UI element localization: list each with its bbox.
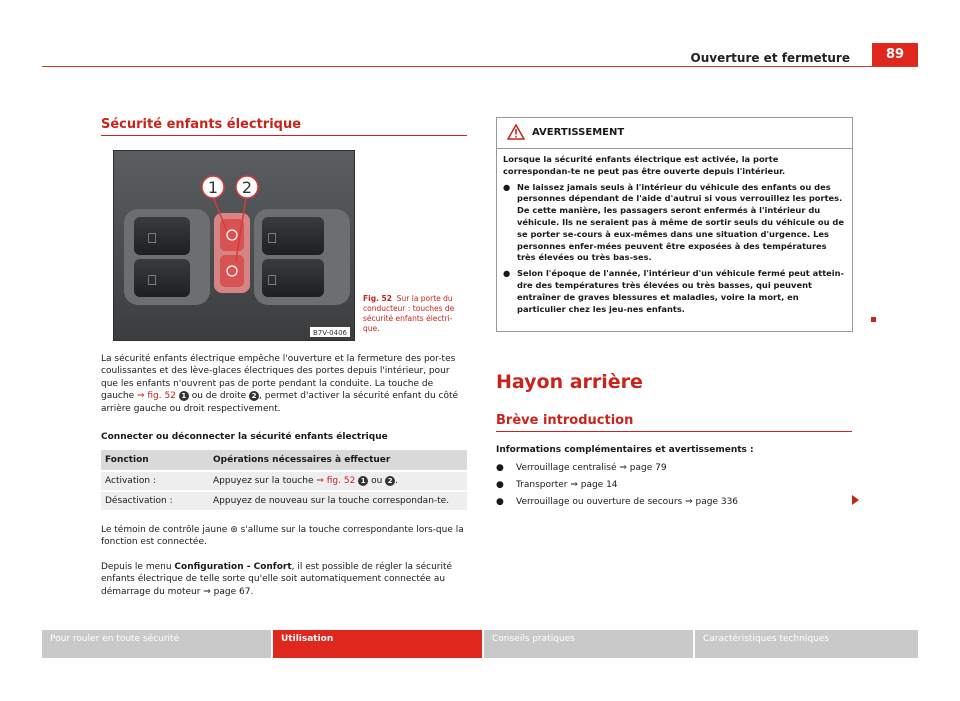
warning-bullet: ● Selon l'époque de l'année, l'intérieur d'un véhicule fermé peut attein-dre des températures très élevées ou très basses, qui peuvent entraîner de graves blessures et maladies, voire la mort, en particulier chez les jeu-nes enfants. bbox=[503, 268, 844, 314]
svg-text:⎕: ⎕ bbox=[268, 231, 277, 247]
callout-1-label: 1 bbox=[207, 178, 219, 197]
figure-window-switches bbox=[113, 150, 355, 341]
callout-ref-2: 2 bbox=[249, 391, 259, 401]
table-row bbox=[101, 471, 467, 491]
table-header-function: Fonction bbox=[101, 450, 209, 471]
function-table bbox=[101, 450, 467, 510]
reference-list bbox=[496, 463, 738, 514]
warning-intro: Lorsque la sécurité enfants électrique est activée, la porte correspondan-te ne peut pas être ouverte depuis l'intérieur. bbox=[503, 154, 786, 176]
figure-caption-label: Fig. 52 bbox=[363, 294, 392, 303]
warning-box bbox=[496, 117, 853, 332]
info-title: Informations complémentaires et avertissements : bbox=[496, 445, 754, 455]
intro-paragraph bbox=[101, 353, 467, 415]
svg-text:⎕: ⎕ bbox=[268, 273, 277, 289]
section-title: Sécurité enfants électrique bbox=[101, 117, 302, 132]
sub-section-rule bbox=[496, 431, 852, 432]
list-item[interactable]: ● Transporter ⇒ page 14 bbox=[496, 480, 618, 490]
section-rule bbox=[101, 135, 467, 136]
table-cell-text: Appuyez de nouveau sur la touche correspondan-te. bbox=[209, 491, 467, 510]
chapter-title: Hayon arrière bbox=[496, 371, 643, 393]
intro-text-c: , permet d'activer la sécurité enfant du côté arrière gauche ou droit respectivement. bbox=[101, 391, 459, 414]
callout-2-label: 2 bbox=[241, 178, 253, 197]
list-item[interactable]: ● Verrouillage centralisé ⇒ page 79 bbox=[496, 463, 667, 473]
footer-tab-tips[interactable]: Conseils pratiques bbox=[484, 630, 693, 658]
page-number: 89 bbox=[872, 43, 918, 67]
callout-ref-1: 1 bbox=[179, 391, 189, 401]
indicator-paragraph: Le témoin de contrôle jaune ⊛ s'allume sur la touche correspondante lors-que la fonction est connectée. bbox=[101, 525, 464, 548]
figure-caption bbox=[363, 294, 463, 334]
fig-link[interactable]: ⇒ fig. 52 bbox=[316, 476, 356, 486]
child-lock-indicator-icon: ⊛ bbox=[230, 525, 238, 535]
table-title: Connecter ou déconnecter la sécurité enfants électrique bbox=[101, 432, 388, 442]
table-row bbox=[101, 491, 467, 510]
header-rule bbox=[42, 66, 918, 67]
table-cell-label: Activation : bbox=[101, 471, 209, 491]
fig-link[interactable]: ⇒ fig. 52 bbox=[136, 391, 176, 402]
continue-arrow-icon bbox=[852, 495, 859, 505]
footer-tab-usage[interactable]: Utilisation bbox=[273, 630, 482, 658]
svg-text:⎕: ⎕ bbox=[148, 231, 157, 247]
footer-tab-specs[interactable]: Caractéristiques techniques bbox=[695, 630, 918, 658]
running-header: Ouverture et fermeture bbox=[690, 51, 850, 65]
warning-triangle-icon bbox=[507, 124, 525, 140]
callout-ref-2: 2 bbox=[385, 476, 395, 486]
sub-section-title: Brève introduction bbox=[496, 413, 634, 428]
table-header-operations: Opérations nécessaires à effectuer bbox=[209, 450, 467, 471]
intro-text-b: ou de droite bbox=[188, 391, 250, 402]
table-cell-text: Appuyez sur la touche ⇒ fig. 52 1 ou 2 . bbox=[209, 471, 467, 491]
child-lock-right-button bbox=[220, 255, 244, 287]
menu-path: Configuration - Confort bbox=[174, 562, 292, 572]
door-panel-illustration bbox=[114, 151, 354, 340]
warning-bullet: ● Ne laissez jamais seuls à l'intérieur du véhicule des enfants ou des personnes dépendant de l'aide d'autrui si vous verrouillez les portes. De cette manière, les passagers seront enfermés à l'intérieur du véhicule. Ils ne seraient pas à même de sortir seuls du véhicule ou de se porter se-cours à eux-mêmes dans une situation d'urgence. Les personnes enfer-mées peuvent être exposées à des températures très élevées ou très bas-ses. bbox=[503, 181, 844, 263]
svg-text:⎕: ⎕ bbox=[148, 273, 157, 289]
warning-title: AVERTISSEMENT bbox=[532, 127, 625, 138]
footer-tab-safety[interactable]: Pour rouler en toute sécurité bbox=[42, 630, 271, 658]
warning-body bbox=[503, 154, 846, 315]
end-marker bbox=[871, 317, 876, 322]
window-switch-rear-left bbox=[134, 259, 190, 297]
figure-stamp: B7V-0406 bbox=[313, 329, 347, 337]
intro-text-a: La sécurité enfants électrique empêche l'ouverture et la fermeture des por-tes coulissantes et des lève-glaces électriques des portes depuis l'intérieur, pour que les enfants n'ouvrent pas de porte pendant la conduite. La touche de gauche bbox=[101, 354, 456, 402]
callout-ref-1: 1 bbox=[358, 476, 368, 486]
table-cell-label: Désactivation : bbox=[101, 491, 209, 510]
list-item[interactable]: ● Verrouillage ou ouverture de secours ⇒ page 336 bbox=[496, 497, 739, 507]
window-switch-front-left bbox=[134, 217, 190, 255]
warning-header bbox=[497, 118, 852, 149]
menu-paragraph: Depuis le menu Configuration - Confort, il est possible de régler la sécurité enfants électrique de telle sorte qu'elle soit automatiquement connectée au démarrage du moteur ⇒ page 67. bbox=[101, 562, 453, 597]
figure-caption-text: Sur la porte du conducteur : touches de sécurité enfants électri-que. bbox=[363, 294, 455, 333]
